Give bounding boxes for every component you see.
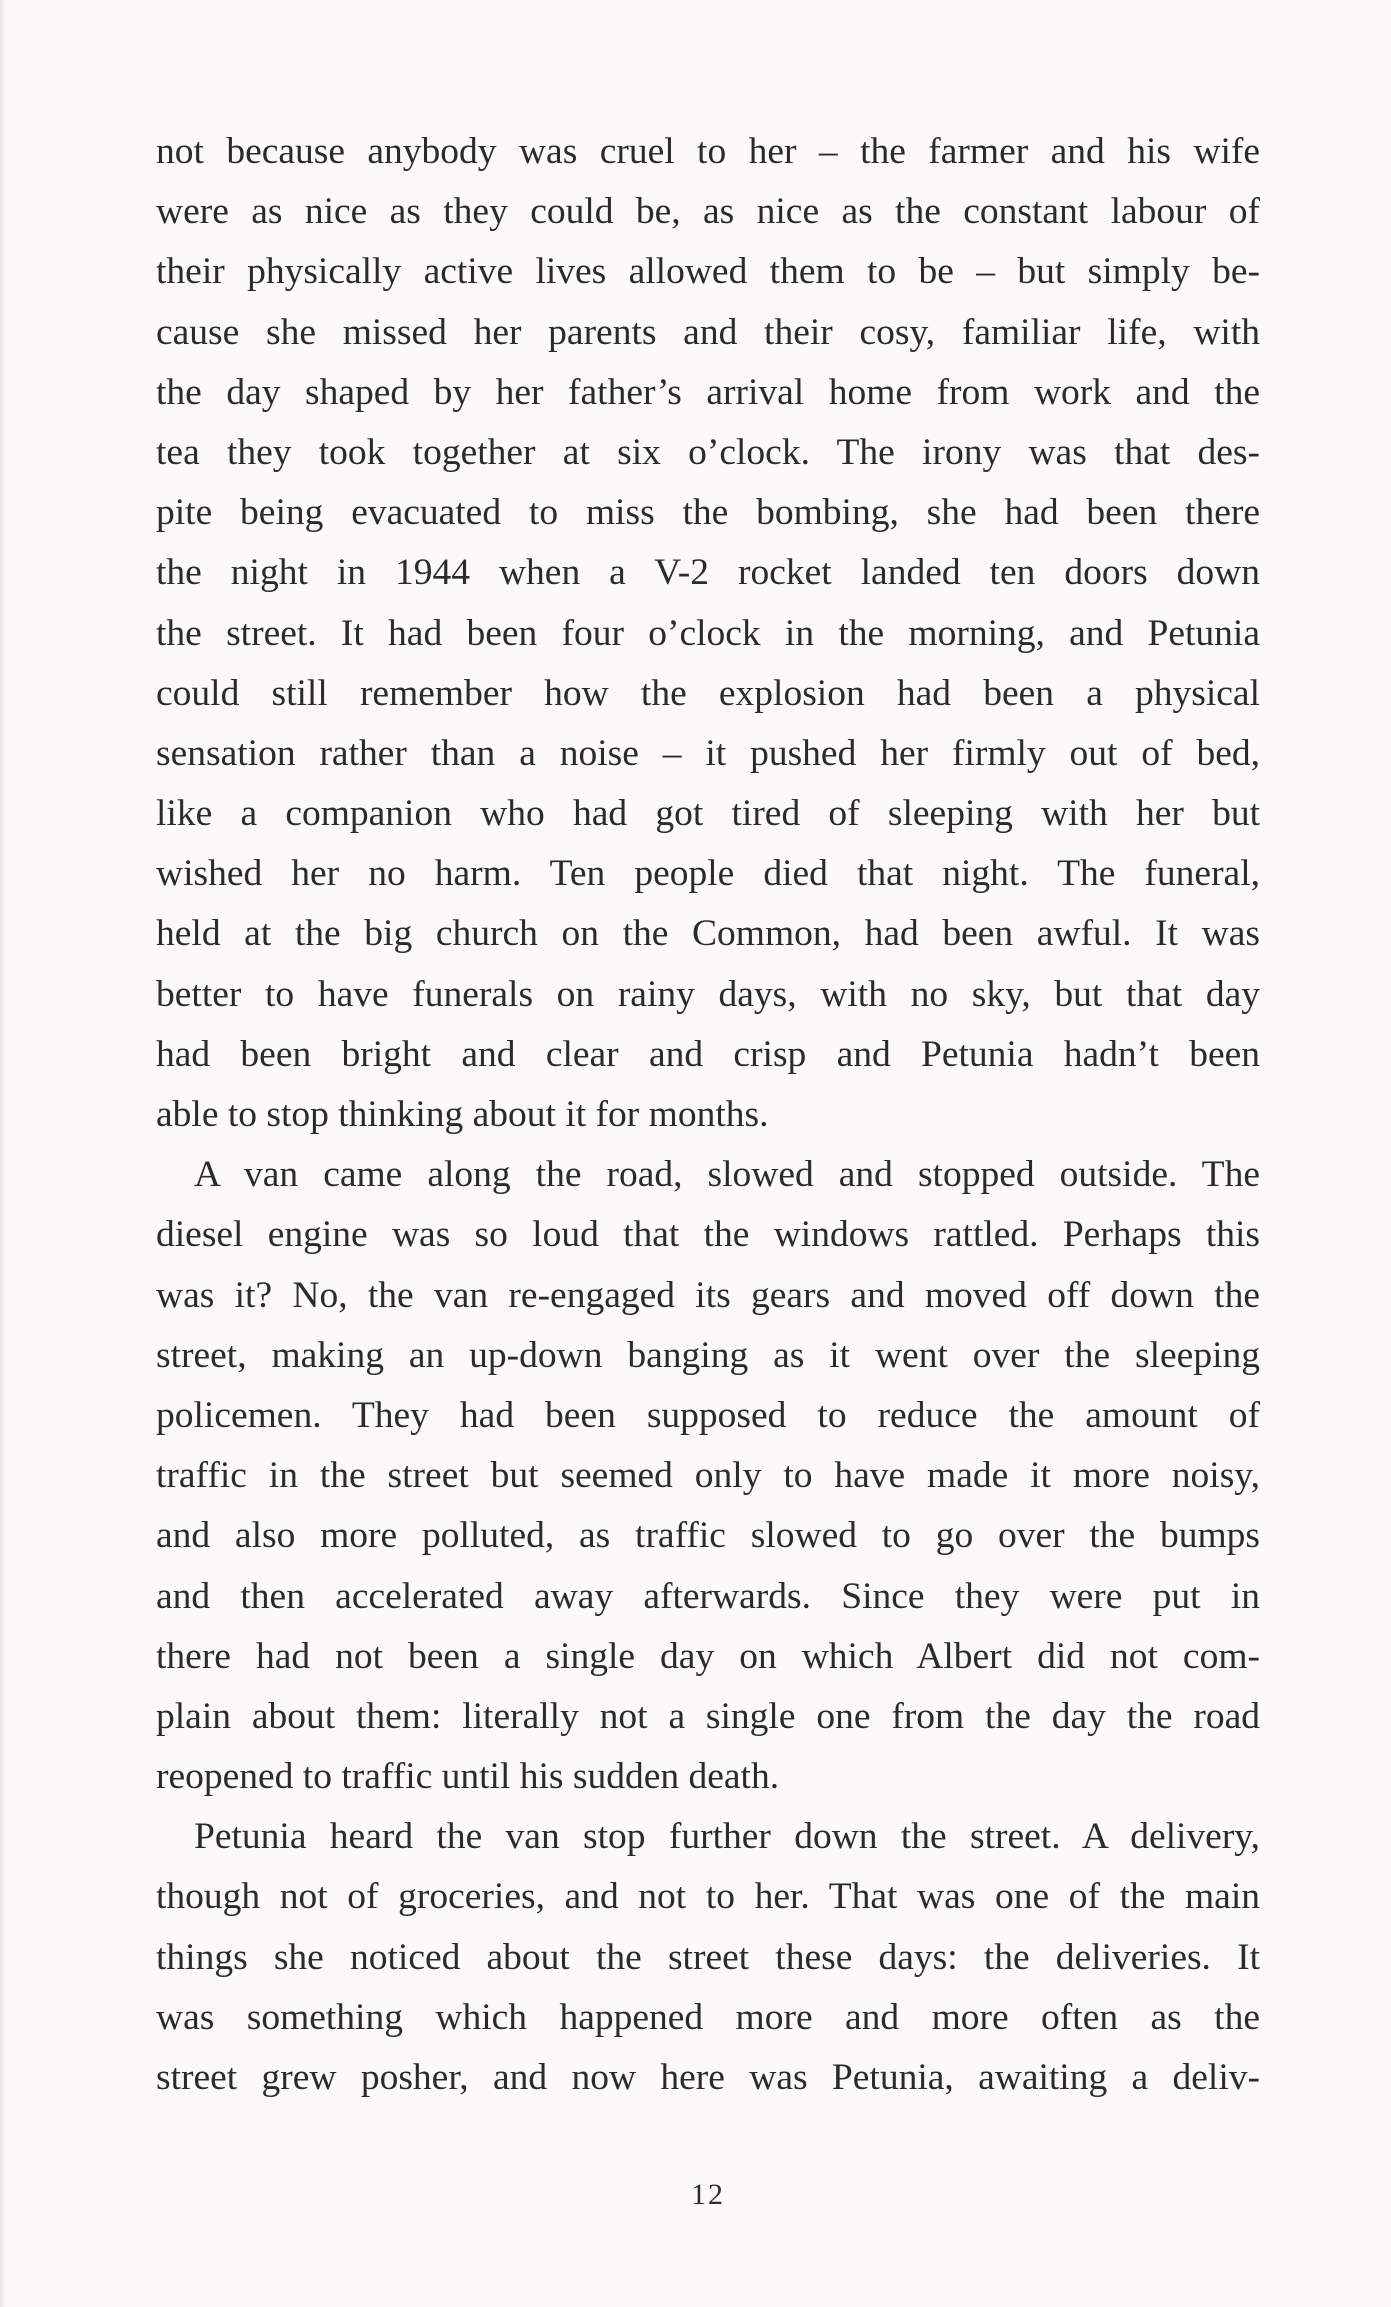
paragraph <box>156 1145 1260 1807</box>
text-line: sensation rather than a noise – it pushed her firmly out of bed, <box>156 732 1260 774</box>
text-line: plain about them: literally not a single one from the day the road <box>156 1695 1260 1737</box>
text-line: the street. It had been four o’clock in the morning, and Petunia <box>156 612 1260 654</box>
text-line: the night in 1944 when a V-2 rocket landed ten doors down <box>156 552 1260 594</box>
text-line: and also more polluted, as traffic slowed to go over the bumps <box>156 1515 1260 1557</box>
text-line: the day shaped by her father’s arrival home from work and the <box>156 371 1260 413</box>
body-text <box>156 122 1260 2108</box>
text-line: cause she missed her parents and their cosy, familiar life, with <box>156 311 1260 353</box>
text-line: there had not been a single day on which Albert did not com- <box>156 1635 1260 1677</box>
paragraph <box>156 1807 1260 2108</box>
text-line: their physically active lives allowed them to be – but simply be- <box>156 251 1260 293</box>
paragraph <box>156 122 1260 1145</box>
text-line: pite being evacuated to miss the bombing, she had been there <box>156 492 1260 534</box>
text-line: A van came along the road, slowed and stopped outside. The <box>194 1154 1260 1196</box>
text-line: was it? No, the van re-engaged its gears and moved off down the <box>156 1274 1260 1316</box>
text-line: reopened to traffic until his sudden death. <box>156 1756 780 1798</box>
text-line: street, making an up-down banging as it went over the sleeping <box>156 1334 1260 1376</box>
text-line: street grew posher, and now here was Petunia, awaiting a deliv- <box>156 2057 1260 2098</box>
text-line: able to stop thinking about it for months. <box>156 1094 769 1135</box>
text-line: diesel engine was so loud that the windows rattled. Perhaps this <box>156 1214 1260 1256</box>
text-line: had been bright and clear and crisp and Petunia hadn’t been <box>156 1033 1260 1075</box>
book-page <box>156 0 1260 2307</box>
text-line: held at the big church on the Common, had been awful. It was <box>156 913 1260 955</box>
text-line: policemen. They had been supposed to reduce the amount of <box>156 1394 1260 1436</box>
text-line: like a companion who had got tired of sleeping with her but <box>156 793 1260 835</box>
text-line: could still remember how the explosion had been a physical <box>156 672 1260 714</box>
text-line: and then accelerated away afterwards. Since they were put in <box>156 1575 1260 1617</box>
text-line: not because anybody was cruel to her – the farmer and his wife <box>156 131 1260 172</box>
text-line: wished her no harm. Ten people died that night. The funeral, <box>156 853 1260 895</box>
text-line: were as nice as they could be, as nice as the constant labour of <box>156 191 1260 233</box>
text-line: tea they took together at six o’clock. The irony was that des- <box>156 431 1260 473</box>
text-line: traffic in the street but seemed only to have made it more noisy, <box>156 1455 1260 1497</box>
text-line: Petunia heard the van stop further down the street. A delivery, <box>194 1816 1260 1858</box>
text-line: though not of groceries, and not to her. That was one of the main <box>156 1876 1260 1918</box>
text-line: was something which happened more and more often as the <box>156 1996 1260 2038</box>
page-edge-shadow <box>0 0 6 2307</box>
page-number: 12 <box>691 2178 725 2211</box>
text-line: things she noticed about the street these days: the deliveries. It <box>156 1936 1260 1978</box>
text-line: better to have funerals on rainy days, with no sky, but that day <box>156 973 1260 1015</box>
